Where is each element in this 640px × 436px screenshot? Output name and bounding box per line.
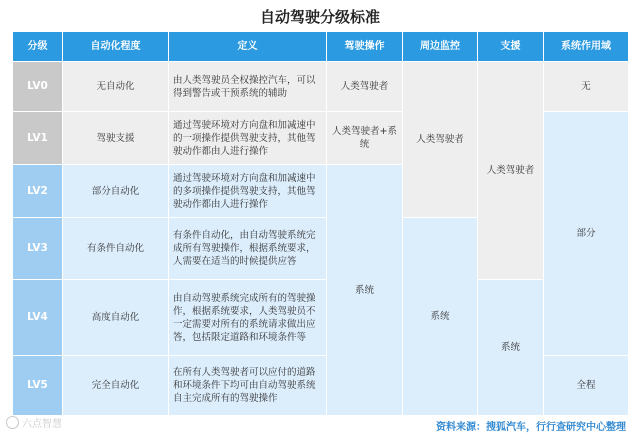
driving-cell: 系统 xyxy=(327,165,403,416)
definition-cell: 在所有人类驾驶者可以应付的道路和环境条件下均可由自动驾驶系统自主完成所有的驾驶操作 xyxy=(169,356,327,416)
header-monitoring: 周边监控 xyxy=(403,32,478,62)
header-row xyxy=(13,32,629,62)
automation-cell: 有条件自动化 xyxy=(63,218,169,280)
watermark-logo-icon xyxy=(6,416,19,429)
header-automation: 自动化程度 xyxy=(63,32,169,62)
automation-cell: 驾驶支援 xyxy=(63,112,169,165)
source-note: 资料来源：搜狐汽车，行行查研究中心整理 xyxy=(436,422,626,433)
table-row xyxy=(13,62,629,112)
automation-cell: 完全自动化 xyxy=(63,356,169,416)
driving-cell: 人类驾驶者 xyxy=(327,62,403,112)
level-cell: LV1 xyxy=(13,112,63,165)
header-driving: 驾驶操作 xyxy=(327,32,403,62)
support-cell: 系统 xyxy=(478,280,544,416)
header-definition: 定义 xyxy=(169,32,327,62)
monitoring-cell: 人类驾驶者 xyxy=(403,62,478,218)
driving-cell: 人类驾驶者+系统 xyxy=(327,112,403,165)
monitoring-cell: 系统 xyxy=(403,218,478,416)
definition-cell: 通过驾驶环境对方向盘和加减速中的多项操作提供驾驶支持，其他驾驶动作都由人进行操作 xyxy=(169,165,327,218)
autonomy-level-table xyxy=(12,31,629,416)
level-cell: LV3 xyxy=(13,218,63,280)
level-cell: LV4 xyxy=(13,280,63,356)
level-cell: LV5 xyxy=(13,356,63,416)
table-title: 自动驾驶分级标准 xyxy=(259,8,380,26)
header-level: 分级 xyxy=(13,32,63,62)
watermark xyxy=(6,415,62,430)
definition-cell: 有条件自动化，由自动驾驶系统完成所有驾驶操作，根据系统要求，人需要在适当的时候提供应答 xyxy=(169,218,327,280)
automation-cell: 部分自动化 xyxy=(63,165,169,218)
automation-cell: 高度自动化 xyxy=(63,280,169,356)
automation-cell: 无自动化 xyxy=(63,62,169,112)
definition-cell: 通过驾驶环境对方向盘和加减速中的一项操作提供驾驶支持，其他驾驶动作都由人进行操作 xyxy=(169,112,327,165)
definition-cell: 由人类驾驶员全权操控汽车，可以得到警告或干预系统的辅助 xyxy=(169,62,327,112)
definition-cell: 由自动驾驶系统完成所有的驾驶操作，根据系统要求，人类驾驶员不一定需要对所有的系统请求做出应答，包括限定道路和环境条件等 xyxy=(169,280,327,356)
level-cell: LV0 xyxy=(13,62,63,112)
watermark-text: 六点智慧 xyxy=(22,419,62,430)
support-cell: 人类驾驶者 xyxy=(478,62,544,280)
table-row xyxy=(13,280,629,356)
header-support: 支援 xyxy=(478,32,544,62)
header-scope: 系统作用域 xyxy=(544,32,629,62)
level-cell: LV2 xyxy=(13,165,63,218)
scope-cell: 全程 xyxy=(544,356,629,416)
scope-cell: 无 xyxy=(544,62,629,112)
scope-cell: 部分 xyxy=(544,112,629,356)
